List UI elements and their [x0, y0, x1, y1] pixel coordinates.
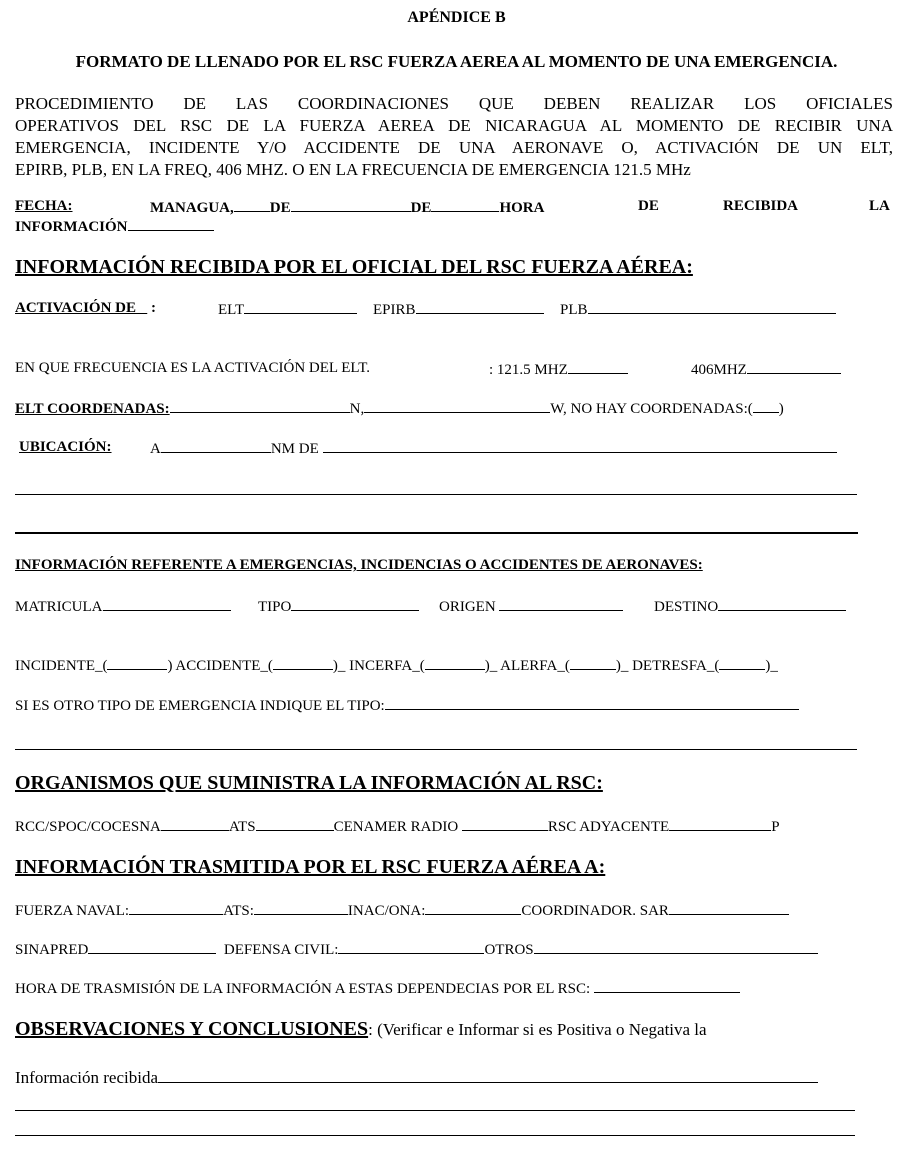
page-subtitle: FORMATO DE LLENADO POR EL RSC FUERZA AEREA AL MOMENTO DE UNA EMERGENCIA. [75, 52, 838, 71]
accidente-field[interactable] [273, 656, 333, 670]
inac-field[interactable] [425, 901, 521, 915]
intro-line-3: EMERGENCIA, INCIDENTE Y/O ACCIDENTE DE UNA AERONAVE O, ACTIVACIÓN DE UN ELT, [15, 138, 893, 157]
tipo: TIPO [258, 597, 419, 616]
rsc-adyacente-field[interactable] [669, 817, 771, 831]
informacion-recibida-row: Información recibida [15, 1068, 818, 1088]
fecha-year-field[interactable] [431, 198, 499, 212]
fecha-recibida: RECIBIDA [723, 198, 799, 214]
incerfa-field[interactable] [425, 656, 485, 670]
fecha-hora-field[interactable] [128, 217, 214, 231]
coord-w-field[interactable] [364, 399, 550, 413]
incidente-field[interactable] [107, 656, 167, 670]
freq-1215: : 121.5 MHZ [489, 360, 628, 379]
ubicacion-de-field[interactable] [323, 439, 837, 453]
fecha-de: DE [638, 198, 659, 214]
otro-tipo-line-2[interactable] [15, 749, 857, 750]
informacion-recibida-field[interactable] [158, 1069, 818, 1083]
epirb-field[interactable] [416, 300, 544, 314]
activacion-epirb: EPIRB [373, 300, 544, 319]
observaciones-line-3[interactable] [15, 1135, 855, 1136]
coordenadas-row: ELT COORDENADAS: N, W, NO HAY COORDENADAS:( ) [15, 401, 784, 417]
fecha-day-field[interactable] [234, 198, 270, 212]
freq-406: 406MHZ [691, 360, 841, 379]
no-coord-field[interactable] [753, 399, 779, 413]
organismos-row: RCC/SPOC/COCESNA ATS CENAMER RADIO RSC ADYACENTE P [15, 819, 780, 835]
elt-field[interactable] [244, 300, 357, 314]
otro-tipo-row: SI ES OTRO TIPO DE EMERGENCIA INDIQUE EL TIPO: [15, 696, 799, 715]
section4-heading: INFORMACIÓN TRASMITIDA POR EL RSC FUERZA AÉREA A: [15, 856, 606, 878]
matricula-field[interactable] [103, 597, 231, 611]
activacion-plb: PLB [560, 300, 836, 319]
ubicacion-line-2[interactable] [15, 494, 857, 495]
ubicacion-line-3[interactable] [15, 532, 858, 534]
fuerza-naval-field[interactable] [129, 901, 223, 915]
origen: ORIGEN [439, 597, 623, 616]
fecha-informacion: INFORMACIÓN [15, 217, 214, 236]
hora-trasmision-field[interactable] [594, 979, 740, 993]
rcc-field[interactable] [161, 817, 229, 831]
trasmitida-row-2: SINAPRED DEFENSA CIVIL: OTROS [15, 940, 818, 959]
fecha-month-field[interactable] [291, 198, 411, 212]
origen-field[interactable] [499, 597, 623, 611]
otro-tipo-field[interactable] [385, 696, 799, 710]
page-title: APÉNDICE B [407, 9, 506, 26]
freq-1215-field[interactable] [568, 360, 628, 374]
defensa-civil-field[interactable] [338, 940, 484, 954]
fecha-managua: MANAGUA, DE DE HORA [150, 200, 545, 216]
alerfa-field[interactable] [570, 656, 616, 670]
activacion-label: ACTIVACIÓN DE : [15, 300, 156, 316]
ats-field[interactable] [256, 817, 334, 831]
section2-heading: INFORMACIÓN REFERENTE A EMERGENCIAS, INCIDENCIAS O ACCIDENTES DE AERONAVES: [15, 557, 703, 573]
destino-field[interactable] [718, 597, 846, 611]
coord-n-field[interactable] [170, 399, 350, 413]
ubicacion-row: UBICACIÓN: [19, 439, 112, 455]
destino: DESTINO [654, 597, 846, 616]
frecuencia-label: EN QUE FRECUENCIA ES LA ACTIVACIÓN DEL ELT. [15, 360, 371, 376]
tipo-evento-row: INCIDENTE_( ) ACCIDENTE_( )_ INCERFA_( )_ ALERFA_( )_ DETRESFA_( )_ [15, 658, 778, 674]
tipo-field[interactable] [291, 597, 419, 611]
section1-heading: INFORMACIÓN RECIBIDA POR EL OFICIAL DEL RSC FUERZA AÉREA: [15, 256, 693, 278]
intro-line-2: OPERATIVOS DEL RSC DE LA FUERZA AEREA DE NICARAGUA AL MOMENTO DE RECIBIR UNA [15, 116, 893, 135]
ubicacion-a-field[interactable] [161, 439, 271, 453]
freq-406-field[interactable] [747, 360, 841, 374]
section5-heading-row: OBSERVACIONES Y CONCLUSIONES: (Verificar e Informar si es Positiva o Negativa la [15, 1018, 707, 1040]
matricula: MATRICULA [15, 597, 231, 616]
hora-trasmision-row: HORA DE TRASMISIÓN DE LA INFORMACIÓN A ESTAS DEPENDECIAS POR EL RSC: [15, 979, 740, 998]
plb-field[interactable] [588, 300, 836, 314]
cenamer-field[interactable] [462, 817, 548, 831]
activacion-elt: ELT [218, 300, 357, 319]
fecha-la: LA [869, 198, 890, 214]
detresfa-field[interactable] [719, 656, 765, 670]
intro-line-1: PROCEDIMIENTO DE LAS COORDINACIONES QUE DEBEN REALIZAR LOS OFICIALES [15, 94, 893, 113]
coordinador-field[interactable] [669, 901, 789, 915]
section3-heading: ORGANISMOS QUE SUMINISTRA LA INFORMACIÓN AL RSC: [15, 772, 603, 794]
sinapred-field[interactable] [88, 940, 216, 954]
observaciones-line-2[interactable] [15, 1110, 855, 1111]
intro-line-4: EPIRB, PLB, EN LA FREQ, 406 MHZ. O EN LA FRECUENCIA DE EMERGENCIA 121.5 MHz [15, 160, 691, 179]
ubicacion-fields: A NM DE [150, 439, 837, 458]
trasmitida-row-1: FUERZA NAVAL: ATS: INAC/ONA: COORDINADOR. SAR [15, 901, 789, 920]
otros-field[interactable] [534, 940, 818, 954]
fecha-label: FECHA: [15, 198, 73, 214]
ats-trasmitida-field[interactable] [254, 901, 348, 915]
